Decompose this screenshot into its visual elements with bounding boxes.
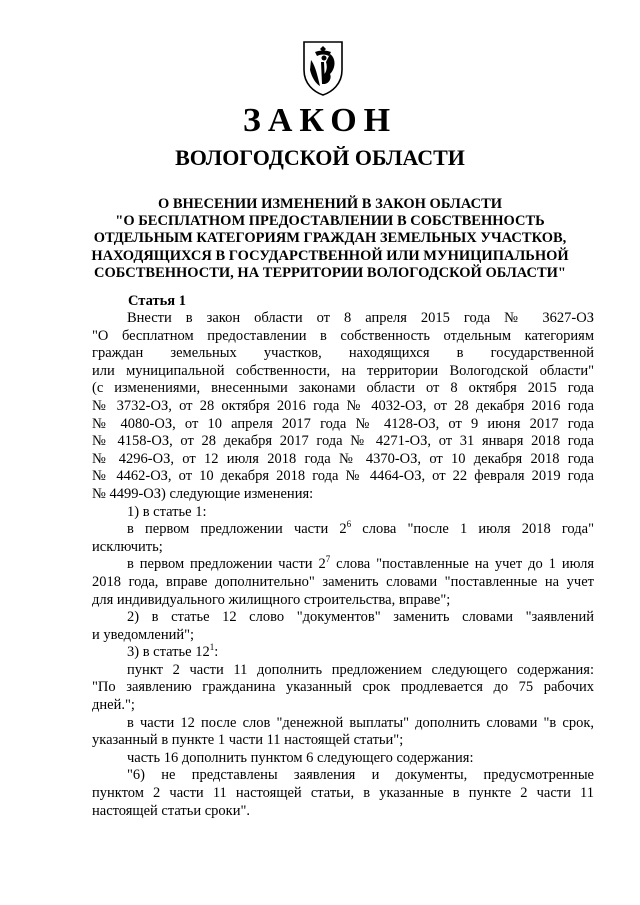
body-line: 2018 года, вправе дополнительно" заменить словами "поставленные на учет xyxy=(92,573,594,590)
region-title: ВОЛОГОДСКОЙ ОБЛАСТИ xyxy=(175,145,465,170)
body-line: № 4462-ОЗ, от 10 декабря 2018 года № 4464-ОЗ, от 22 февраля 2019 года xyxy=(92,468,594,485)
body-line: 1) в статье 1: xyxy=(127,503,207,520)
body-line: и уведомлений"; xyxy=(92,626,195,643)
body-line: № 3732-ОЗ, от 28 октября 2016 года № 4032-ОЗ, от 28 декабря 2016 года xyxy=(92,397,594,414)
body-line: исключить; xyxy=(92,538,163,555)
body-line: 2) в статье 12 слово "документов" заменить словами "заявлений xyxy=(127,609,594,626)
body-line: (с изменениями, внесенными законами области от 8 октября 2015 года xyxy=(92,380,594,397)
amendment-title-line: "О БЕСПЛАТНОМ ПРЕДОСТАВЛЕНИИ В СОБСТВЕННОСТЬ xyxy=(115,213,545,230)
body-line: или муниципальной собственности, на территории Вологодской области" xyxy=(92,362,594,379)
body-line: "О бесплатном предоставлении в собственность отдельным категориям xyxy=(92,327,594,344)
body-line: для индивидуального жилищного строительства, вправе"; xyxy=(92,591,451,608)
amendment-title-line: НАХОДЯЩИХСЯ В ГОСУДАРСТВЕННОЙ ИЛИ МУНИЦИПАЛЬНОЙ xyxy=(91,247,569,264)
amendment-title-line: О ВНЕСЕНИИ ИЗМЕНЕНИЙ В ЗАКОН ОБЛАСТИ xyxy=(157,196,503,212)
article-body xyxy=(92,310,594,820)
law-title: ЗАКОН xyxy=(242,102,398,139)
body-line: № 4080-ОЗ, от 10 апреля 2017 года № 4128-ОЗ, от 9 июня 2017 года xyxy=(92,415,594,432)
amendment-title xyxy=(80,196,580,282)
body-line: в первом предложении части $2^7$ слова "поставленные на учет до 1 июля xyxy=(127,554,594,573)
body-line: часть 16 дополнить пунктом 6 следующего содержания: xyxy=(127,749,474,766)
amendment-title-line: ОТДЕЛЬНЫМ КАТЕГОРИЯМ ГРАЖДАН ЗЕМЕЛЬНЫХ УЧАСТКОВ, xyxy=(93,230,567,247)
body-line: в части 12 после слов "денежной выплаты" дополнить словами "в срок, xyxy=(127,714,594,731)
body-line: дней."; xyxy=(92,697,135,714)
body-line: № 4499-ОЗ) следующие изменения: xyxy=(92,485,314,502)
body-line: пунктом 2 части 11 настоящей статьи, в указанные в пункте 2 части 11 xyxy=(92,785,594,802)
body-line: 3) в статье $12^1$: xyxy=(127,642,219,661)
body-line: № 4296-ОЗ, от 12 июля 2018 года № 4370-ОЗ, от 10 декабря 2018 года xyxy=(92,450,594,467)
body-line: "6) не представлены заявления и документы, предусмотренные xyxy=(127,767,594,784)
body-line: пункт 2 части 11 дополнить предложением следующего содержания: xyxy=(127,661,594,678)
body-line: № 4158-ОЗ, от 28 декабря 2017 года № 4271-ОЗ, от 31 января 2018 года xyxy=(92,433,594,450)
body-line: "По заявлению гражданина указанный срок продлевается до 75 рабочих xyxy=(92,679,594,696)
amendment-title-line: СОБСТВЕННОСТИ, НА ТЕРРИТОРИИ ВОЛОГОДСКОЙ ОБЛАСТИ" xyxy=(94,264,566,281)
body-line: указанный в пункте 1 части 11 настоящей статьи"; xyxy=(92,732,404,749)
body-line: Внести в закон области от 8 апреля 2015 года № 3627-ОЗ xyxy=(127,310,594,326)
body-line: в первом предложении части $2^6$ слова "после 1 июля 2018 года" xyxy=(127,519,595,538)
body-line: граждан земельных участков, находящихся в государственной xyxy=(92,345,594,362)
coat-of-arms-emblem xyxy=(302,40,344,96)
article-heading: Статья 1 xyxy=(128,293,186,309)
body-line: настоящей статьи сроки". xyxy=(92,802,251,819)
